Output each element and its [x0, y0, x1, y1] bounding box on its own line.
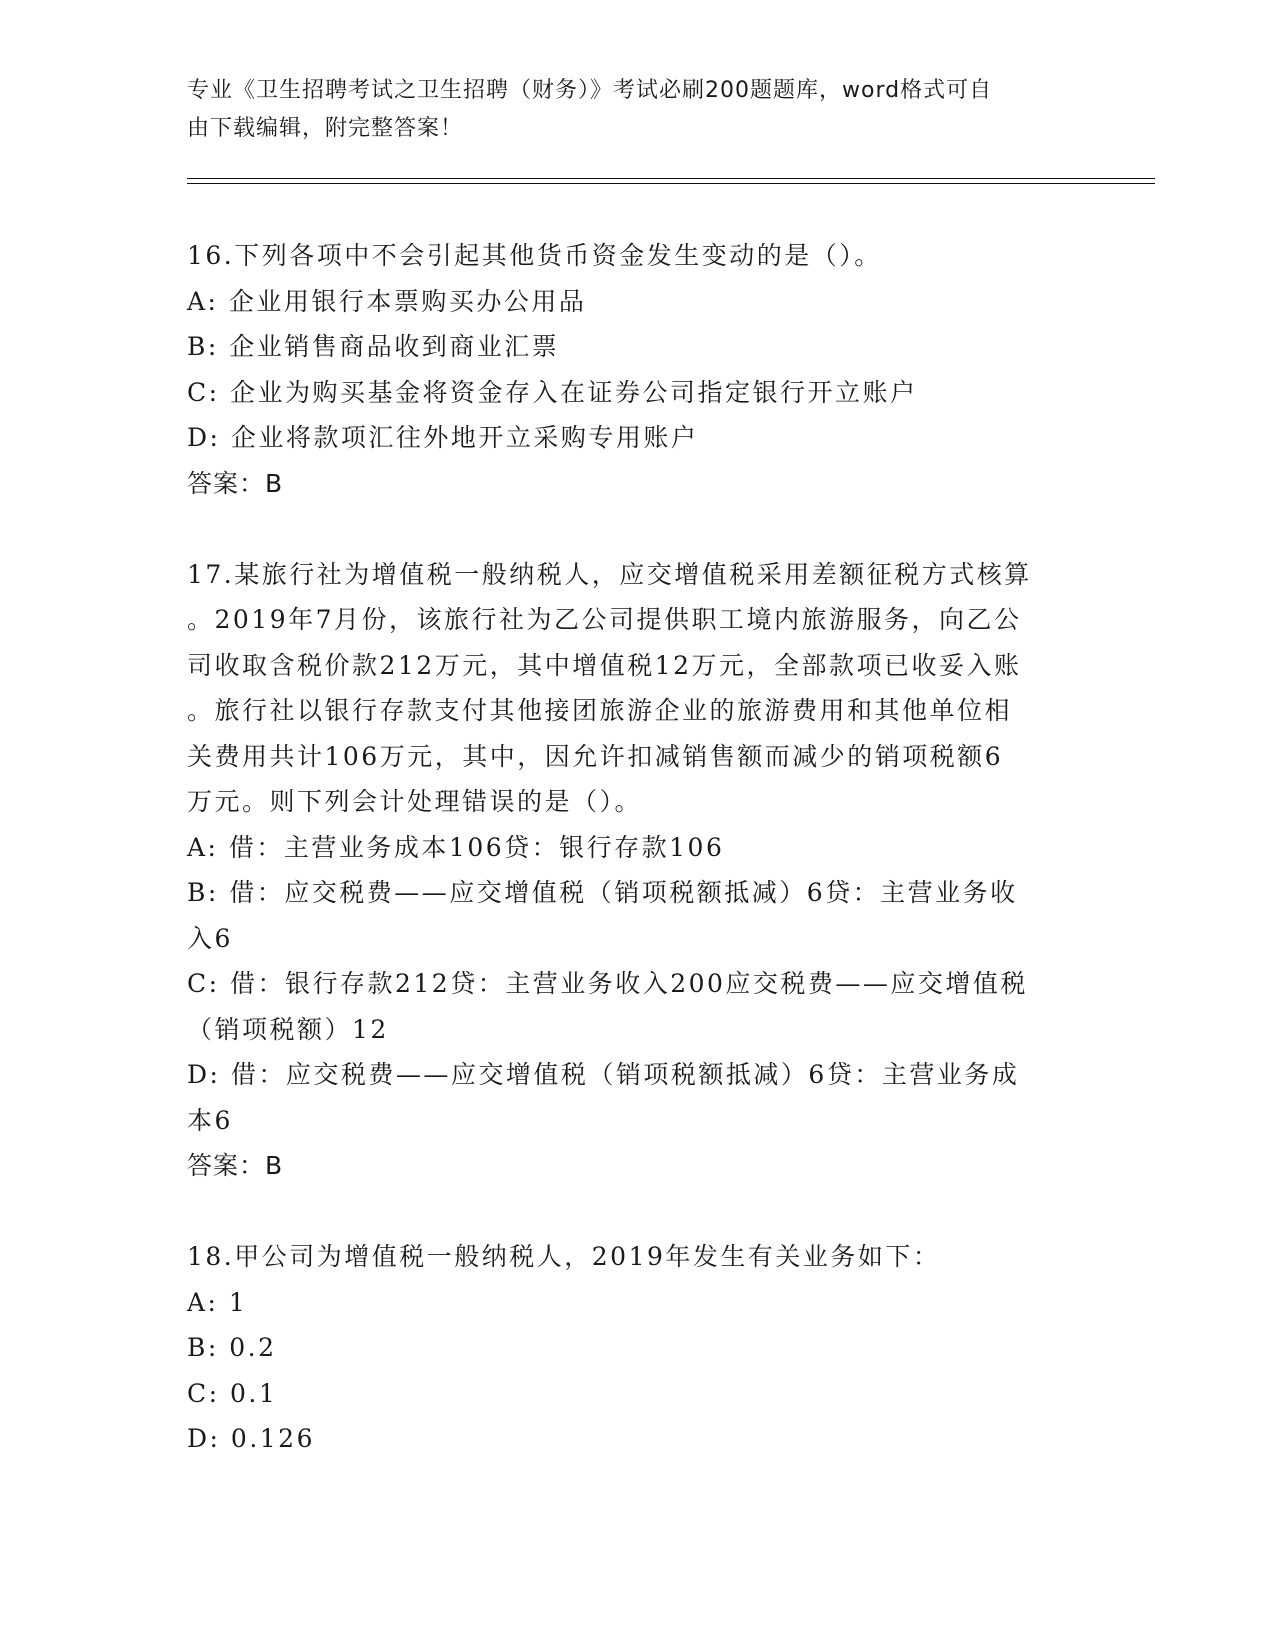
question-stem-line: 。旅行社以银行存款支付其他接团旅游企业的旅游费用和其他单位相: [187, 696, 1013, 725]
question-stem-line: 关费用共计106万元，其中，因允许扣减销售额而减少的销项税额6: [187, 741, 1004, 771]
question-block: [187, 233, 1087, 506]
option-line: C: 0.1: [187, 1378, 278, 1408]
question-list: [187, 233, 1087, 1462]
option-line: 入6: [187, 923, 233, 953]
question-stem-line: 18.甲公司为增值税一般纳税人，2019年发生有关业务如下：: [187, 1242, 941, 1271]
option-line: A: 借：主营业务成本106贷：银行存款106: [187, 832, 725, 862]
header-divider-secondary: [187, 183, 1155, 184]
question-spacer: [187, 506, 1087, 552]
option-line: C: 借：银行存款212贷：主营业务收入200应交税费——应交增值税: [187, 969, 1028, 998]
question-stem-line: 16.下列各项中不会引起其他货币资金发生变动的是（）。: [187, 241, 882, 270]
option-line: 本6: [187, 1105, 233, 1135]
document-header: [187, 72, 1067, 148]
option-line: D: 借：应交税费——应交增值税（销项税额抵减）6贷：主营业务成: [187, 1060, 1020, 1089]
question-block: [187, 552, 1087, 1189]
question-stem-line: 万元。则下列会计处理错误的是（）。: [187, 787, 643, 816]
option-line: C: 企业为购买基金将资金存入在证券公司指定银行开立账户: [187, 377, 918, 407]
answer-line: 答案：B: [187, 468, 284, 498]
header-divider: [187, 178, 1155, 179]
option-line: B: 0.2: [187, 1333, 277, 1362]
option-line: D: 企业将款项汇往外地开立采购专用账户: [187, 423, 699, 452]
option-line: （销项税额）12: [187, 1014, 389, 1044]
question-stem-line: 司收取含税价款212万元，其中增值税12万元，全部款项已收妥入账: [187, 650, 1022, 680]
question-block: [187, 1234, 1087, 1462]
option-line: A: 企业用银行本票购买办公用品: [187, 286, 587, 316]
question-stem-line: 17.某旅行社为增值税一般纳税人，应交增值税采用差额征税方式核算: [187, 559, 1032, 589]
question-stem-line: 。2019年7月份，该旅行社为乙公司提供职工境内旅游服务，向乙公: [187, 605, 1022, 634]
header-line-2: 由下载编辑，附完整答案！: [187, 116, 464, 141]
option-line: B: 借：应交税费——应交增值税（销项税额抵减）6贷：主营业务收: [187, 878, 1018, 907]
question-spacer: [187, 1189, 1087, 1235]
header-line-1: 专业《卫生招聘考试之卫生招聘（财务）》考试必刷200题题库，word格式可自: [187, 78, 993, 103]
answer-line: 答案：B: [187, 1151, 284, 1180]
option-line: B: 企业销售商品收到商业汇票: [187, 332, 560, 361]
option-line: A: 1: [187, 1287, 248, 1317]
option-line: D: 0.126: [187, 1424, 315, 1453]
